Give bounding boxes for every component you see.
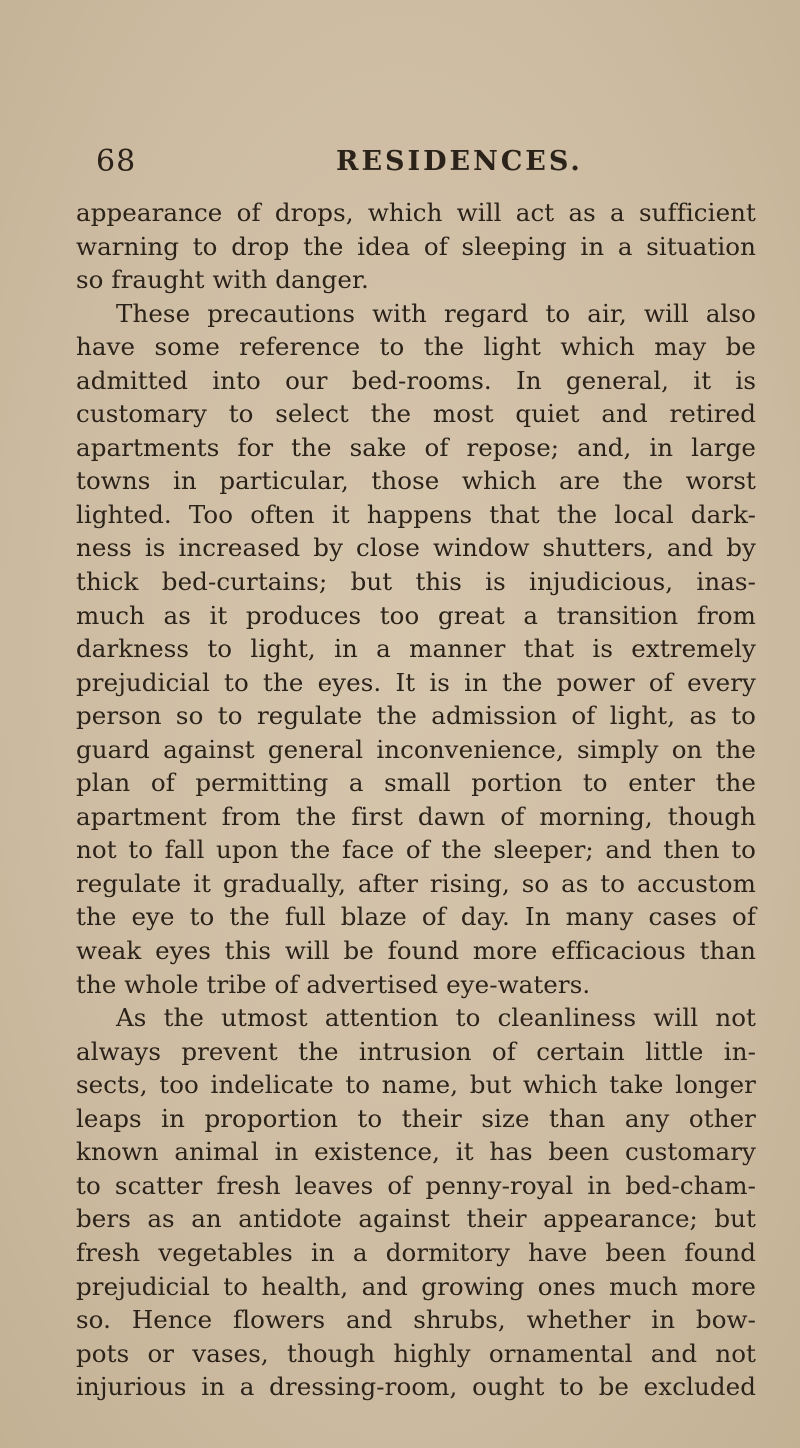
text-line: thick bed-curtains; but this is injudicious, inas- xyxy=(76,567,756,597)
text-line: not to fall upon the face of the sleeper; and then to xyxy=(76,835,756,865)
text-line: so. Hence flowers and shrubs, whether in bow- xyxy=(76,1305,756,1335)
paragraph-start-line: These precautions with regard to air, will also xyxy=(116,298,756,328)
text-line: appearance of drops, which will act as a sufficient xyxy=(76,198,756,227)
text-line: known animal in existence, it has been customary xyxy=(76,1137,756,1167)
text-line: the whole tribe of advertised eye-waters. xyxy=(76,969,591,999)
running-head xyxy=(96,144,736,184)
text-line: ness is increased by close window shutters, and by xyxy=(76,533,756,563)
text-line: apartments for the sake of repose; and, in large xyxy=(76,432,756,462)
text-line: towns in particular, those which are the worst xyxy=(76,466,756,496)
text-line: darkness to light, in a manner that is extremely xyxy=(76,634,756,664)
text-line: sects, too indelicate to name, but which take longer xyxy=(76,1070,756,1100)
text-line: to scatter fresh leaves of penny-royal in bed-cham- xyxy=(76,1170,756,1200)
text-line: customary to select the most quiet and retired xyxy=(76,399,756,429)
text-line: regulate it gradually, after rising, so as to accustom xyxy=(76,868,756,898)
text-line: prejudicial to health, and growing ones much more xyxy=(76,1271,756,1301)
text-line: have some reference to the light which may be xyxy=(76,332,756,362)
page-number: 68 xyxy=(96,144,137,179)
text-line: weak eyes this will be found more efficacious than xyxy=(76,936,756,966)
body-text xyxy=(76,196,756,1404)
text-line: person so to regulate the admission of light, as to xyxy=(76,701,756,731)
text-line: guard against general inconvenience, simply on the xyxy=(76,734,756,764)
paragraph-start-line: As the utmost attention to cleanliness will not xyxy=(116,1003,756,1033)
text-line: leaps in proportion to their size than any other xyxy=(76,1103,756,1133)
text-line: bers as an antidote against their appearance; but xyxy=(76,1204,756,1234)
text-line: lighted. Too often it happens that the local dark- xyxy=(76,499,756,529)
text-line: fresh vegetables in a dormitory have been found xyxy=(76,1237,756,1267)
text-line: prejudicial to the eyes. It is in the power of every xyxy=(76,667,756,697)
text-line: so fraught with danger. xyxy=(76,265,369,295)
text-line: pots or vases, though highly ornamental and not xyxy=(76,1338,756,1368)
text-line: injurious in a dressing-room, ought to be excluded xyxy=(76,1372,756,1402)
running-title: RESIDENCES. xyxy=(336,146,583,177)
text-line: always prevent the intrusion of certain little in- xyxy=(76,1036,756,1066)
text-line: plan of permitting a small portion to enter the xyxy=(76,768,756,798)
text-line: the eye to the full blaze of day. In many cases of xyxy=(76,902,756,932)
text-line: much as it produces too great a transition from xyxy=(76,600,756,630)
text-line: warning to drop the idea of sleeping in a situation xyxy=(76,231,756,261)
text-line: apartment from the first dawn of morning, though xyxy=(76,801,756,831)
text-line: admitted into our bed-rooms. In general, it is xyxy=(76,365,756,395)
